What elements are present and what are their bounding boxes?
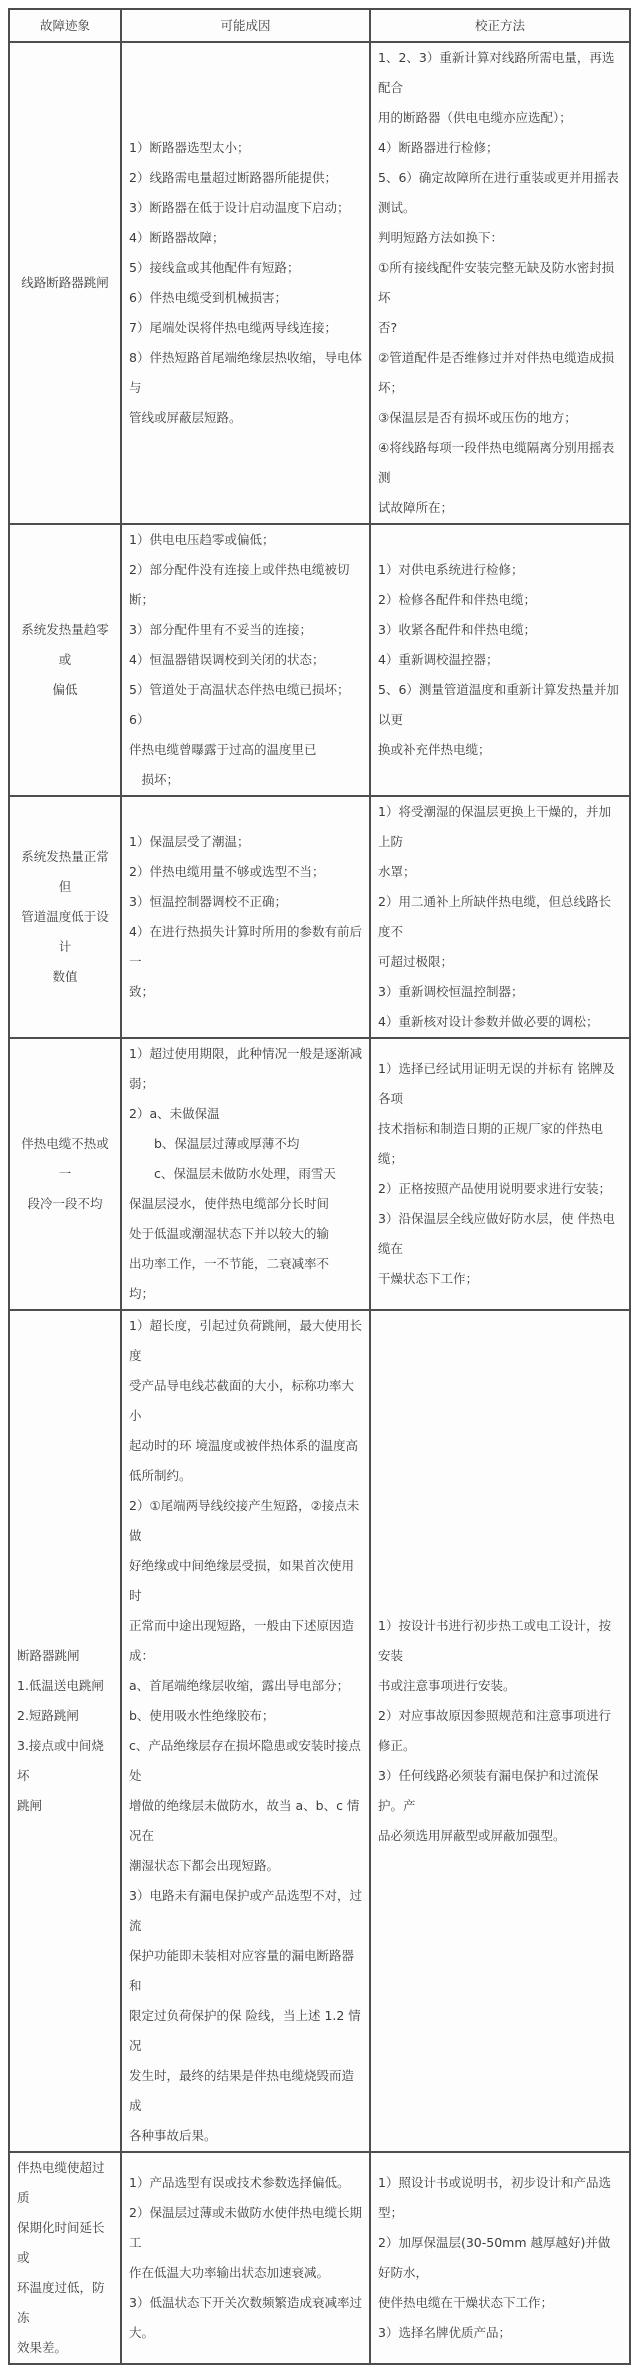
cell-line: 2）a、未做保温 <box>129 1106 220 1121</box>
cell-line: 4）重新核对设计参数并做必要的调松； <box>378 1014 599 1029</box>
cell-line: 保温层浸水，使伴热电缆部分长时间 <box>129 1196 330 1211</box>
cell-line: 各种事故后果。 <box>129 2128 217 2143</box>
cell-line: 3.接点或中间烧坏 <box>17 1738 104 1783</box>
cell-line: 4）断路器故障； <box>129 230 225 245</box>
cell-line: 1）保温层受了潮温； <box>129 834 250 849</box>
table-row <box>9 42 630 524</box>
cell-line: a、首尾端绝缘层收缩，露出导电部分； <box>129 1678 350 1693</box>
cause-cell <box>121 2152 370 2364</box>
cell-line: 作在低温大功率输出状态加速衰减。 <box>129 2265 330 2280</box>
cell-line: 技术指标和制造日期的正规厂家的伴热电缆； <box>378 1121 604 1166</box>
cell-line: 限定过负荷保护的保 险线，当上述 1.2 情况 <box>129 2008 361 2053</box>
fix-cell <box>370 1038 630 1310</box>
cause-cell <box>121 1310 370 2152</box>
fix-cell <box>370 2152 630 2364</box>
table-row <box>9 2152 630 2364</box>
cell-line: 4）断路器进行检修； <box>378 140 499 155</box>
fix-cell <box>370 42 630 524</box>
cell-line: 5）接线盒或其他配件有短路； <box>129 260 300 275</box>
cell-line: 系统发热量正常但 <box>21 849 109 894</box>
cell-line: 1、2、3）重新计算对线路所需电量，再选配合 <box>378 50 615 95</box>
fix-cell <box>370 796 630 1038</box>
cell-line: 使伴热电缆在干燥状态下工作； <box>378 2295 554 2310</box>
symptom-cell <box>9 796 121 1038</box>
cell-line: 1）断路器选型太小； <box>129 140 250 155</box>
symptom-cell <box>9 2152 121 2364</box>
table-row <box>9 1310 630 2152</box>
cell-line: 试故障所在； <box>378 500 454 515</box>
cell-line: 5）管道处于高温状态伴热电缆已损坏；6） <box>129 682 350 727</box>
cell-line: 可超过极限； <box>378 954 454 969</box>
cell-line: 大。 <box>129 2325 155 2340</box>
cell-line: 段冷一段不均 <box>27 1196 103 1211</box>
cell-line: 2）加厚保温层(30-50mm 越厚越好)并做好防水， <box>378 2235 611 2280</box>
symptom-cell <box>9 1310 121 2152</box>
cell-line: b、保温层过薄或厚薄不均 <box>129 1136 300 1151</box>
cell-line: 伴热电缆不热或一 <box>21 1136 109 1181</box>
cell-line: c、保温层未做防水处理，雨雪天 <box>129 1166 336 1181</box>
cause-cell <box>121 796 370 1038</box>
cell-line: 效果差。 <box>17 2340 68 2355</box>
cell-line: 1）产品选型有误或技术参数选择偏低。 <box>129 2175 350 2190</box>
cell-line: 2）检修各配件和伴热电缆； <box>378 592 536 607</box>
fault-table <box>8 8 631 2365</box>
cell-line: 1）超过使用期限，此种情况一般是逐渐减弱； <box>129 1046 362 1091</box>
cause-cell <box>121 524 370 796</box>
cell-line: 1）选择已经试用证明无误的并标有 铭牌及各项 <box>378 1061 615 1106</box>
cell-line: 增做的绝缘层未做防水，故当 a、b、c 情况在 <box>129 1798 360 1843</box>
cell-line: 1）超长度，引起过负荷跳闸，最大使用长度 <box>129 1318 362 1363</box>
cell-line: 均； <box>129 1286 155 1301</box>
cell-line: 1）按设计书进行初步热工或电工设计，按安装 <box>378 1618 611 1663</box>
fix-cell <box>370 1310 630 2152</box>
cell-line: 1）照设计书或说明书，初步设计和产品选型； <box>378 2175 611 2220</box>
cell-line: 1）将受潮湿的保温层更换上干燥的，并加上防 <box>378 804 611 849</box>
cell-line: 水罩； <box>378 864 416 879</box>
fault-table-body <box>9 42 630 2364</box>
header-cause: 可能成因 <box>121 9 370 42</box>
cell-line: 1）供电电压趋零或偏低； <box>129 532 275 547</box>
cell-line: 3）收紧各配件和伴热电缆； <box>378 622 536 637</box>
cell-line: 4）恒温器错误调校到关闭的状态； <box>129 652 325 667</box>
cell-line: 保期化时间延长或 <box>17 2220 105 2265</box>
cell-line: 2）部分配件没有连接上或伴热电缆被切断； <box>129 562 350 607</box>
cell-line: 3）选择名牌优质产品； <box>378 2325 511 2340</box>
cell-line: 偏低 <box>52 682 78 697</box>
header-symptom: 故障迹象 <box>9 9 121 42</box>
cell-line: 环温度过低，防冻 <box>17 2280 105 2325</box>
symptom-cell <box>9 42 121 524</box>
cell-line: 管道温度低于设计 <box>21 909 109 954</box>
cell-line: 3）断路器在低于设计启动温度下启动； <box>129 200 350 215</box>
cell-line: 保护功能即未装相对应容量的漏电断路器和 <box>129 1948 355 1993</box>
cell-line: ③保温层是否有损坏或压伤的地方； <box>378 410 577 425</box>
cell-line: 换或补充伴热电缆； <box>378 742 491 757</box>
cell-line: 跳闸 <box>17 1798 43 1813</box>
cell-line: ④将线路每项一段伴热电缆隔离分别用摇表测 <box>378 440 615 485</box>
cell-line: 起动时的环 境温度或被伴热体系的温度高 <box>129 1438 358 1453</box>
cell-line: 3）恒温控制器调校不正确； <box>129 894 287 909</box>
symptom-cell <box>9 524 121 796</box>
cell-line: 系统发热量趋零或 <box>21 622 109 667</box>
cell-line: 3）沿保温层全线应做好防水层，使 伴热电缆在 <box>378 1211 615 1256</box>
cell-line: 数值 <box>52 969 78 984</box>
cell-line: 2.短路跳闸 <box>17 1708 79 1723</box>
cell-line: 否? <box>378 320 398 335</box>
cell-line: 1）对供电系统进行检修； <box>378 562 524 577</box>
cell-line: 3）任何线路必须装有漏电保护和过流保护。产 <box>378 1768 599 1813</box>
cell-line: 正常而中途出现短路，一般由下述原因造成： <box>129 1618 355 1663</box>
fix-cell <box>370 524 630 796</box>
cell-line: 5、6）确定故障所在进行重装或更并用摇表测试。 <box>378 170 619 215</box>
cell-line: 断路器跳闸 <box>17 1648 80 1663</box>
cell-line: 5、6）测量管道温度和重新计算发热量并加以更 <box>378 682 619 727</box>
cell-line: 4）在进行热损失计算时所用的参数有前后一 <box>129 924 362 969</box>
cause-cell <box>121 1038 370 1310</box>
cell-line: 处于低温或潮湿状态下并以较大的输 <box>129 1226 330 1241</box>
cell-line: 线路断路器跳闸 <box>21 275 109 290</box>
cell-line: 2）①尾端两导线绞接产生短路，②接点未做 <box>129 1498 360 1543</box>
cell-line: 管线或屏蔽层短路。 <box>129 410 242 425</box>
cell-line: 8）伴热短路首尾端绝缘层热收缩，导电体与 <box>129 350 362 395</box>
cell-line: 2）保温层过薄或未做防水使伴热电缆长期工 <box>129 2205 362 2250</box>
cell-line: 品必须选用屏蔽型或屏蔽加强型。 <box>378 1828 566 1843</box>
cell-line: ②管道配件是否维修过并对伴热电缆造成损坏； <box>378 350 615 395</box>
table-row <box>9 524 630 796</box>
cell-line: 判明短路方法如换下： <box>378 230 504 245</box>
cell-line: 4）重新调校温控器； <box>378 652 499 667</box>
cell-line: 低所制约。 <box>129 1468 192 1483</box>
cell-line: 伴热电缆使超过质 <box>17 2160 105 2205</box>
cell-line: 出功率工作，一不节能，二衰减率不 <box>129 1256 330 1271</box>
cell-line: 伴热电缆曾曝露于过高的温度里已 <box>129 742 317 757</box>
cell-line: 3）电路未有漏电保护或产品选型不对，过流 <box>129 1888 362 1933</box>
header-row <box>9 9 630 42</box>
cell-line: 3）部分配件里有不妥当的连接； <box>129 622 312 637</box>
cell-line: 2）伴热电缆用量不够或选型不当； <box>129 864 325 879</box>
cell-line: 受产品导电线芯截面的大小，标称功率大小 <box>129 1378 355 1423</box>
cell-line: 7）尾端处误将伴热电缆两导线连接； <box>129 320 337 335</box>
cell-line: 3）重新调校恒温控制器； <box>378 984 524 999</box>
cause-cell <box>121 42 370 524</box>
cell-line: 书或注意事项进行安装。 <box>378 1678 516 1693</box>
cell-line: 好绝缘或中间绝缘层受损，如果首次使用时 <box>129 1558 355 1603</box>
cell-line: 致； <box>129 984 155 999</box>
header-fix: 校正方法 <box>370 9 630 42</box>
cell-line: 2）对应事故原因参照规范和注意事项进行修正。 <box>378 1708 611 1753</box>
cell-line: 2）线路需电量超过断路器所能提供； <box>129 170 337 185</box>
cell-line: b、使用吸水性绝缘胶布； <box>129 1708 275 1723</box>
table-row <box>9 796 630 1038</box>
cell-line: c、产品绝缘层存在损坏隐患或安装时接点处 <box>129 1738 361 1783</box>
cell-line: 2）用二通补上所缺伴热电缆，但总线路长度不 <box>378 894 611 939</box>
cell-line: 3）低温状态下开关次数频繁造成衰减率过 <box>129 2295 362 2310</box>
cell-line: 潮湿状态下都会出现短路。 <box>129 1858 280 1873</box>
cell-line: 6）伴热电缆受到机械损害； <box>129 290 287 305</box>
table-row <box>9 1038 630 1310</box>
symptom-cell <box>9 1038 121 1310</box>
cell-line: 干燥状态下工作； <box>378 1271 479 1286</box>
cell-line: 1.低温送电跳闸 <box>17 1678 104 1693</box>
cell-line: ①所有接线配件安装完整无缺及防水密封损坏 <box>378 260 615 305</box>
cell-line: 2）正格按照产品使用说明要求进行安装； <box>378 1181 611 1196</box>
cell-line: 用的断路器（供电电缆亦应选配）； <box>378 110 572 125</box>
cell-line: 损坏； <box>129 772 180 787</box>
cell-line: 发生时，最终的结果是伴热电缆烧毁而造成 <box>129 2068 355 2113</box>
